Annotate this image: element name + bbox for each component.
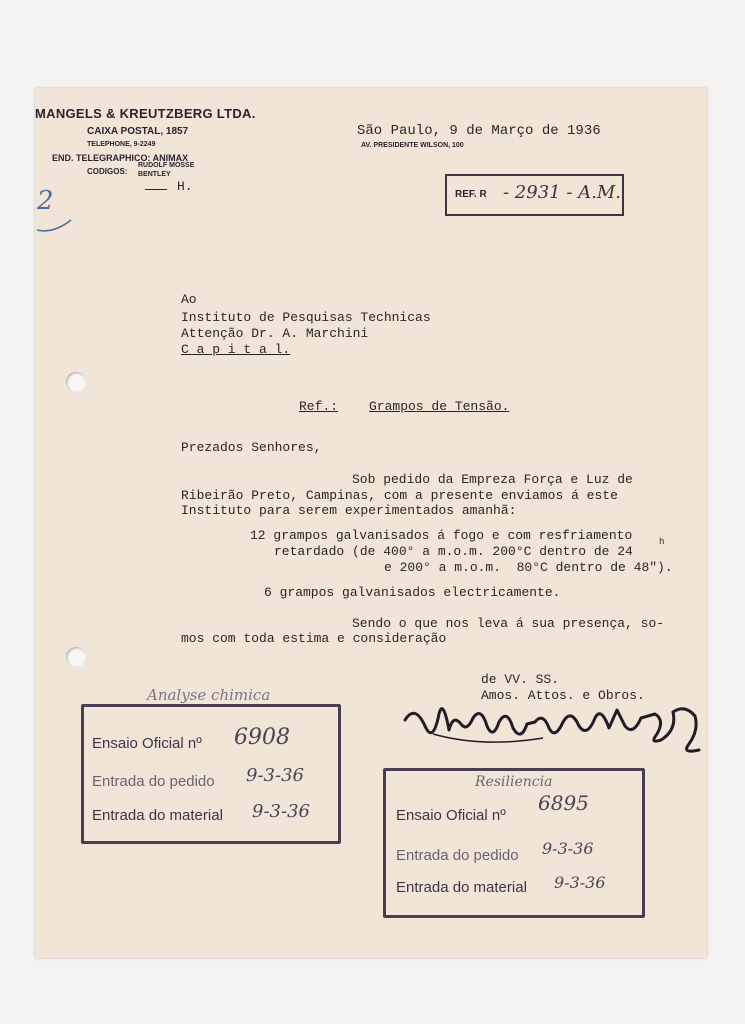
- left-lab-stamp: [81, 704, 341, 844]
- margin-note-mark: [35, 216, 75, 236]
- right-stamp-label-1: Ensaio Oficial nº: [396, 807, 506, 824]
- item-1-line-2: retardado (de 400° a m.o.m. 200°C dentro de 24: [274, 544, 633, 559]
- left-stamp-label-2: Entrada do pedido: [92, 773, 215, 790]
- left-stamp-label-3: Entrada do material: [92, 807, 223, 824]
- signature-line-1: de VV. SS.: [481, 672, 560, 687]
- reference-number: - 2931 - A.M.: [503, 182, 622, 203]
- body-paragraph-line-1: Sob pedido da Empreza Força e Luz de: [352, 472, 633, 487]
- addressee-line-2: Instituto de Pesquisas Technicas: [181, 310, 431, 325]
- item-1-line-1: 12 grampos galvanisados á fogo e com resfriamento: [250, 528, 633, 543]
- closing-line-2: mos com toda estima e consideração: [181, 631, 447, 646]
- left-stamp-annotation: Analyse chimica: [147, 686, 271, 704]
- office-address: AV. PRESIDENTE WILSON, 100: [361, 142, 464, 149]
- body-paragraph-line-2: Ribeirão Preto, Campinas, com a presente enviamos á este: [181, 488, 618, 503]
- telephone: TELEPHONE, 9-2249: [87, 141, 156, 148]
- addressee-line-4: C a p i t a l.: [181, 342, 291, 357]
- subject-label: Ref.:: [299, 399, 339, 414]
- punch-hole-bottom: [66, 647, 86, 667]
- reference-stamp: [445, 174, 624, 216]
- right-stamp-label-3: Entrada do material: [396, 879, 527, 896]
- addressee-line-1: Ao: [181, 292, 197, 307]
- left-stamp-value-3: 9-3-36: [252, 801, 310, 822]
- right-stamp-value-1: 6895: [538, 791, 589, 815]
- codigo-bentley: BENTLEY: [138, 171, 171, 178]
- left-stamp-value-2: 9-3-36: [246, 765, 304, 786]
- signature-line-2: Amos. Attos. e Obros.: [481, 688, 645, 703]
- item-2: 6 grampos galvanisados electricamente.: [264, 585, 561, 600]
- left-stamp-value-1: 6908: [234, 725, 290, 750]
- company-name: MANGELS & KREUTZBERG LTDA.: [35, 106, 256, 121]
- codigo-rudolf-mosse: RUDOLF MOSSE: [138, 162, 195, 169]
- caixa-postal: CAIXA POSTAL, 1857: [87, 126, 189, 137]
- item-1-line-3: e 200° a m.o.m. 80°C dentro de 48").: [384, 560, 673, 575]
- letter-page: [35, 88, 707, 958]
- right-stamp-value-2: 9-3-36: [542, 839, 594, 858]
- item-1-hours-superscript: h: [659, 537, 665, 547]
- right-lab-stamp: [383, 768, 645, 918]
- right-stamp-value-3: 9-3-36: [554, 873, 606, 892]
- codigos-label: CODIGOS:: [87, 167, 128, 176]
- left-stamp-label-1: Ensaio Oficial nº: [92, 735, 202, 752]
- letterhead-dash: [145, 189, 167, 190]
- handwritten-signature: [403, 684, 703, 764]
- subject-text: Grampos de Tensão.: [369, 399, 510, 414]
- closing-line-1: Sendo o que nos leva á sua presença, so-: [352, 616, 665, 631]
- body-paragraph-line-3: Instituto para serem experimentados amanhã:: [181, 503, 517, 518]
- salutation: Prezados Senhores,: [181, 440, 322, 455]
- right-stamp-annotation: Resiliencia: [475, 774, 553, 790]
- addressee-line-3: Attenção Dr. A. Marchini: [181, 326, 369, 341]
- date-line: São Paulo, 9 de Março de 1936: [357, 123, 601, 139]
- reference-label: REF. R: [455, 189, 487, 200]
- letterhead-initial: H.: [177, 179, 193, 194]
- telegraph-address: END. TELEGRAPHICO: ANIMAX: [52, 153, 189, 163]
- margin-note: 2: [37, 186, 54, 216]
- punch-hole-top: [66, 372, 86, 392]
- right-stamp-label-2: Entrada do pedido: [396, 847, 519, 864]
